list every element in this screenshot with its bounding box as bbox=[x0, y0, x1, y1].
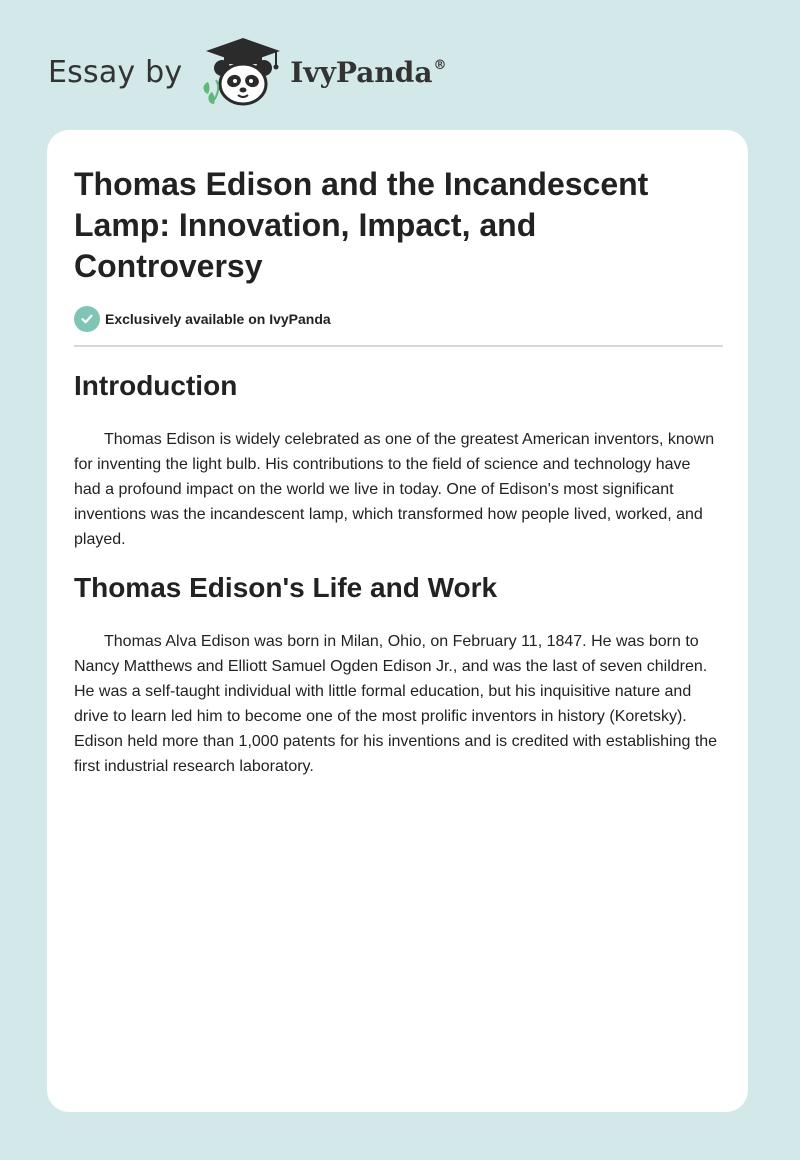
essay-title: Thomas Edison and the Incandescent Lamp: Innovation, Impact, and Controversy bbox=[74, 166, 649, 284]
essay-card bbox=[47, 130, 748, 1112]
brand-name bbox=[290, 56, 446, 89]
section-heading-life-and-work: Thomas Edison's Life and Work bbox=[74, 572, 498, 603]
exclusive-badge bbox=[74, 306, 331, 332]
section-heading-introduction: Introduction bbox=[74, 370, 238, 401]
exclusive-badge-label: Exclusively available on IvyPanda bbox=[105, 311, 331, 327]
title-divider bbox=[74, 345, 723, 347]
essay-by-label: Essay by bbox=[48, 54, 183, 90]
check-icon bbox=[74, 306, 100, 332]
graduation-panda-logo-icon bbox=[200, 36, 286, 108]
site-header bbox=[48, 36, 446, 108]
registered-mark: ® bbox=[433, 57, 447, 73]
brand-name-text: IvyPanda bbox=[290, 55, 433, 89]
life-and-work-paragraph: Thomas Alva Edison was born in Milan, Ohio, on February 11, 1847. He was born to Nancy Matthews and Elliott Samuel Ogden Edison Jr., and was the last of seven children. He was a self-taught individual with little formal education, but his inquisitive nature and drive to learn led him to become one of the most prolific inventors in history (Koretsky). Edison held more than 1,000 patents for his inventions and is credited with establishing the first industrial research laboratory. bbox=[74, 633, 718, 775]
introduction-paragraph: Thomas Edison is widely celebrated as one of the greatest American inventors, known for inventing the light bulb. His contributions to the field of science and technology have had a profound impact on the world we live in today. One of Edison's most significant inventions was the incandescent lamp, which transformed how people lived, worked, and played. bbox=[74, 431, 715, 548]
